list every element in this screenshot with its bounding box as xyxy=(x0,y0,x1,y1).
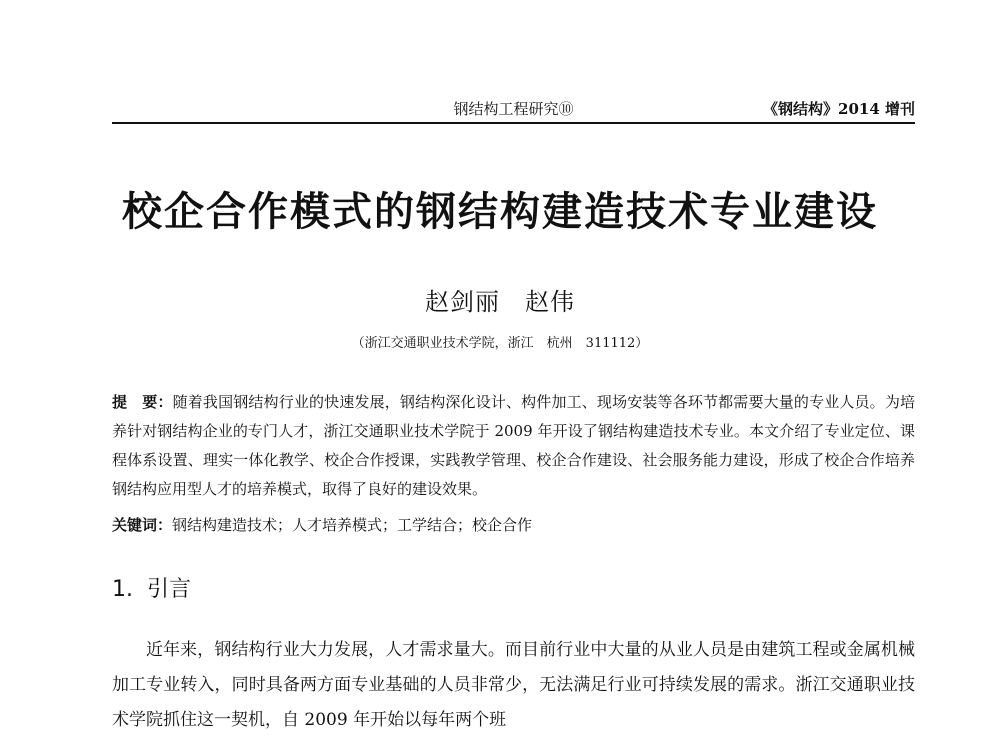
journal-issue: 《钢结构》2014 增刊 xyxy=(763,100,915,118)
header-divider xyxy=(112,122,915,124)
abstract xyxy=(112,388,915,504)
affiliation: （浙江交通职业技术学院，浙江 杭州 311112） xyxy=(351,336,649,351)
authors: 赵剑丽 赵伟 xyxy=(425,288,575,316)
journal-section: 钢结构工程研究⑩ xyxy=(453,100,574,118)
paper-title: 校企合作模式的钢结构建造技术专业建设 xyxy=(122,189,878,235)
keywords xyxy=(112,513,915,537)
section-heading xyxy=(112,572,191,603)
abstract-label: 提 要： xyxy=(112,393,173,411)
running-header xyxy=(112,94,915,122)
abstract-text: 随着我国钢结构行业的快速发展，钢结构深化设计、构件加工、现场安装等各环节都需要大量的专业人员。为培养针对钢结构企业的专门人才，浙江交通职业技术学院于 2009 年开设了钢结构建造技术专业。本文介绍了专业定位、课程体系设置、理实一体化教学、校企合作授课，实践教学管理、校企合作建设、社会服务能力建设，形成了校企合作培养钢结构应用型人才的培养模式，取得了良好的建设效果。 xyxy=(112,393,915,498)
body-paragraph: 近年来，钢结构行业大力发展，人才需求量大。而目前行业中大量的从业人员是由建筑工程或金属机械加工专业转入，同时具备两方面专业基础的人员非常少，无法满足行业可持续发展的需求。浙江交通职业技术学院抓住这一契机，自 2009 年开始以每年两个班 xyxy=(112,640,915,730)
keywords-label: 关键词： xyxy=(112,516,173,534)
keywords-text: 钢结构建造技术；人才培养模式；工学结合；校企合作 xyxy=(172,516,533,534)
section-number: 1. xyxy=(112,577,133,602)
section-title: 引言 xyxy=(147,577,192,602)
